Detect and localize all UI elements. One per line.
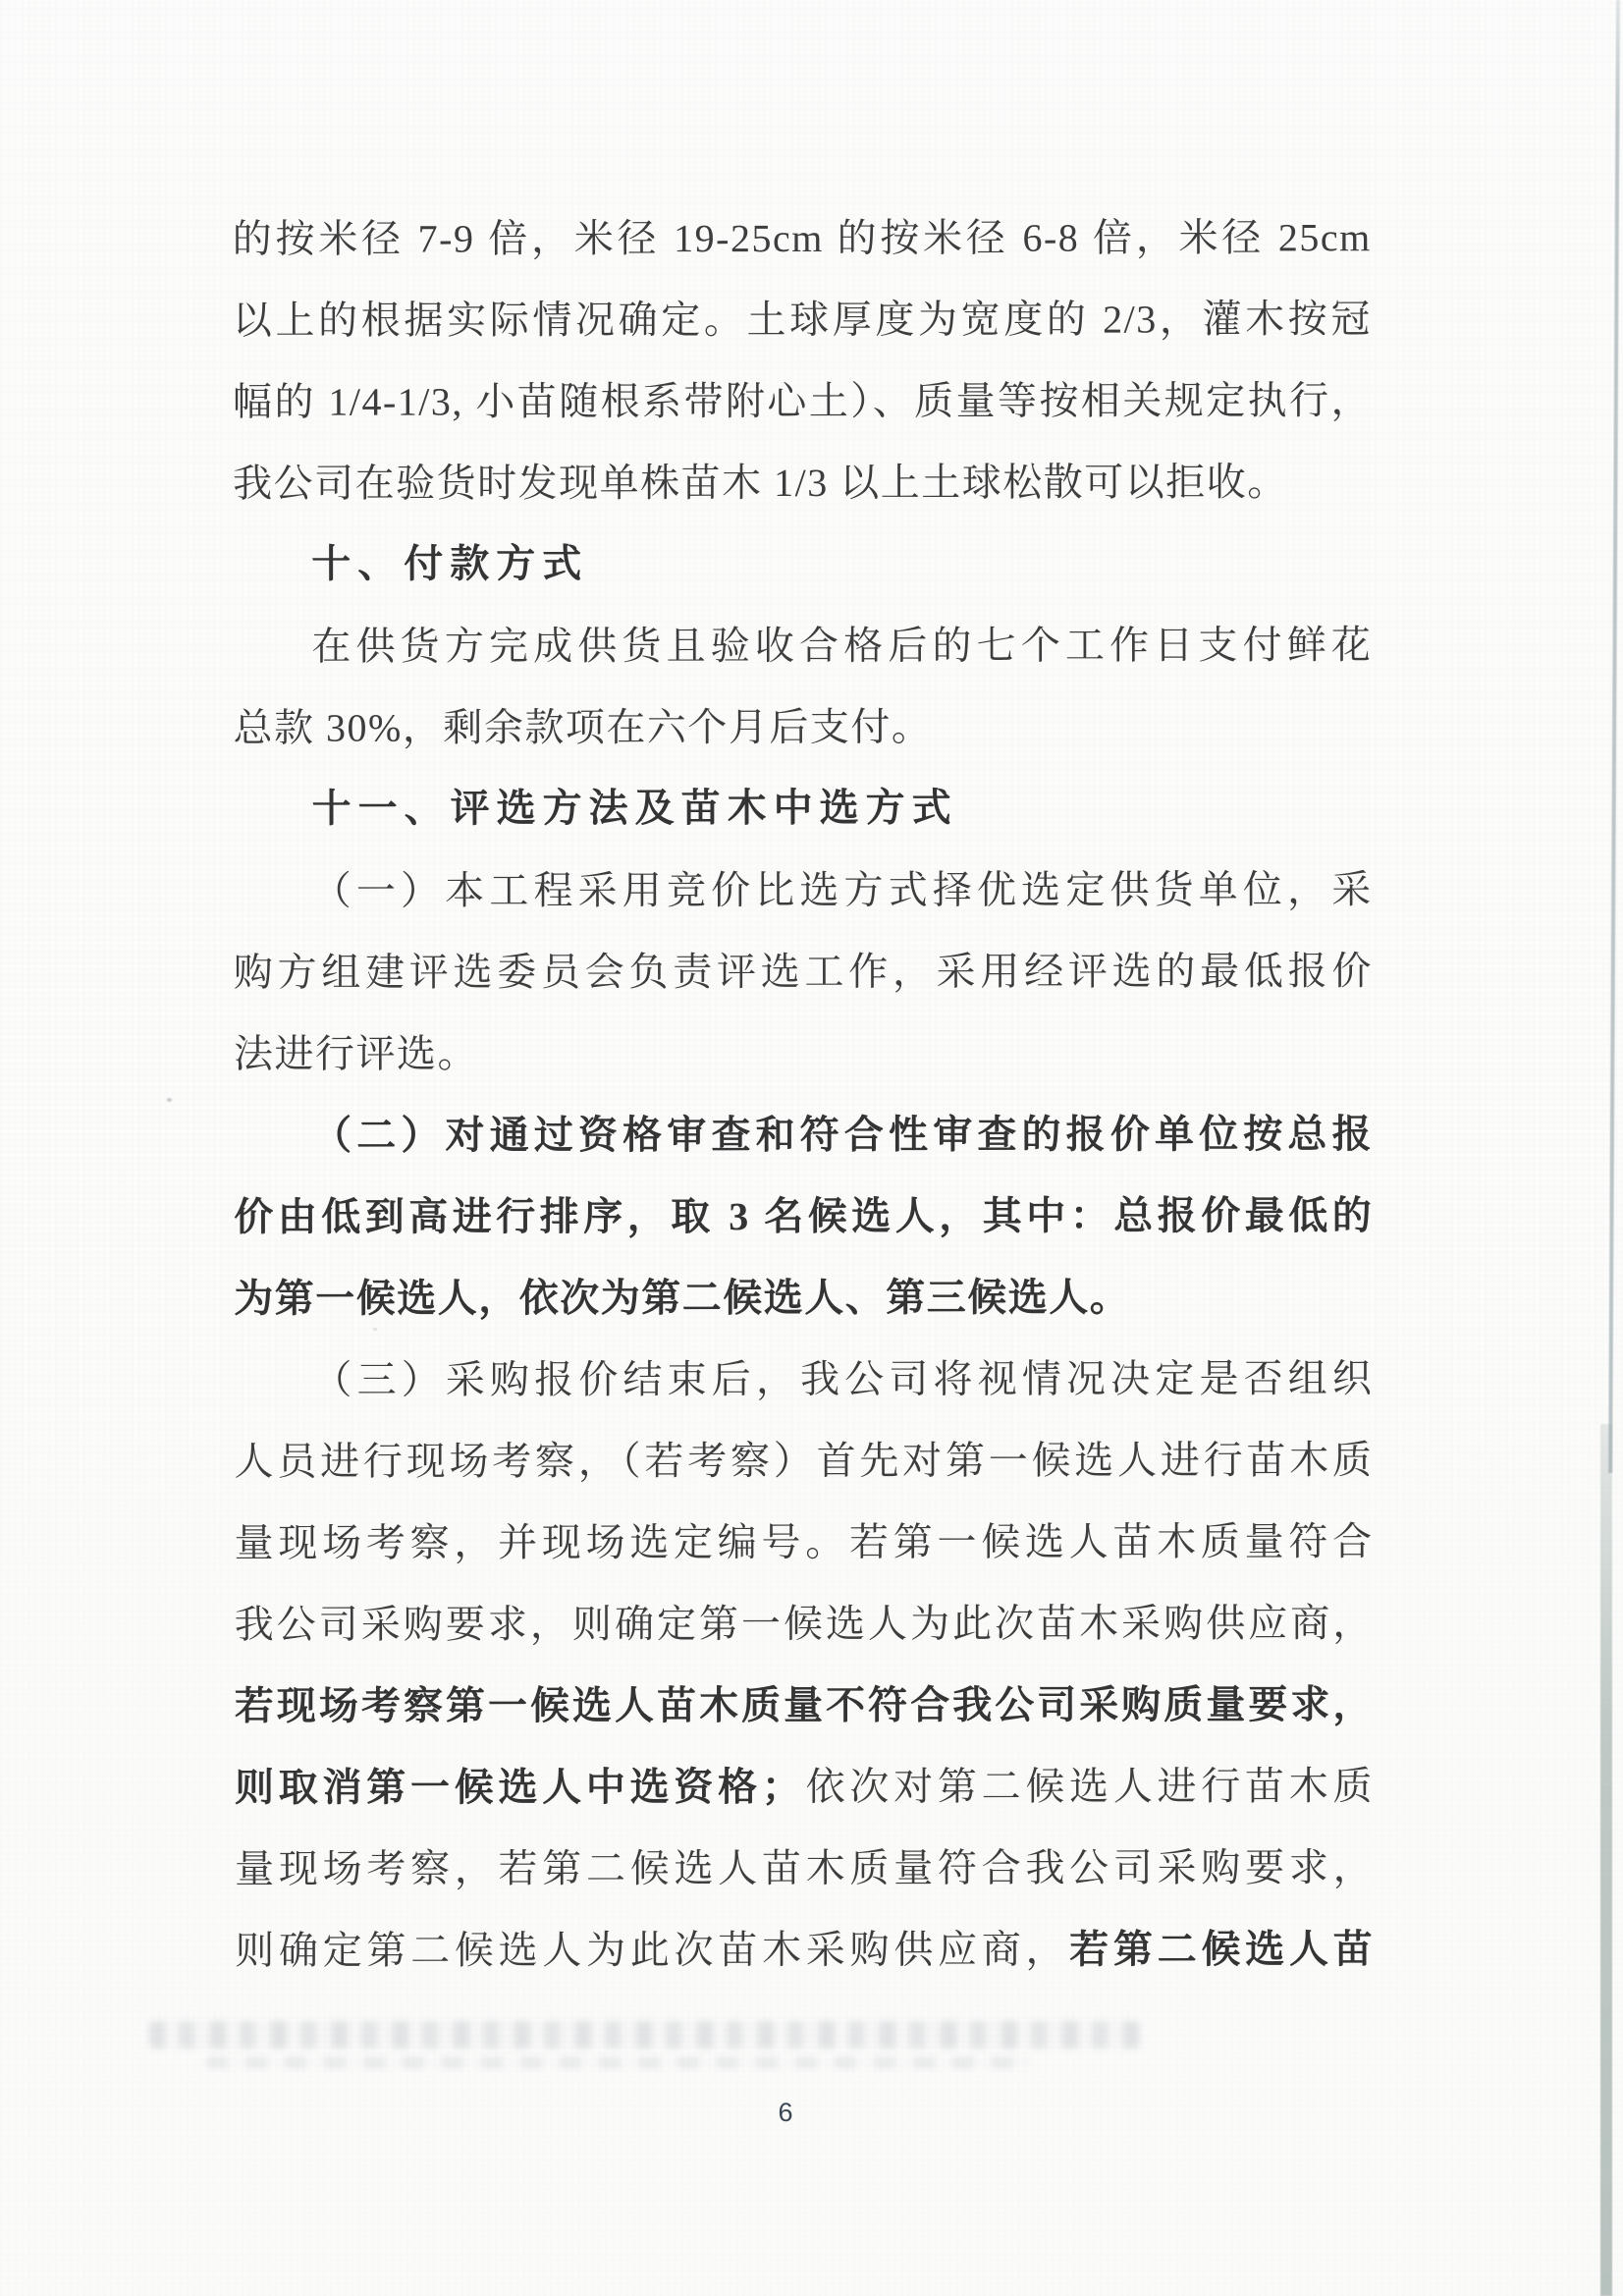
text-line xyxy=(234,1256,1373,1339)
scan-edge-line xyxy=(1608,0,1620,1473)
text-line xyxy=(233,685,1372,769)
text-segment: 购方组建评选委员会负责评选工作，采用经评选的最低报价 xyxy=(233,949,1373,995)
text-segment: （一）本工程采用竞价比选方式择优选定供货单位，采 xyxy=(311,867,1373,913)
text-block xyxy=(233,196,1375,1992)
bleed-through-artifact xyxy=(206,2056,1031,2069)
text-segment: （三）采购报价结束后，我公司将视情况决定是否组织 xyxy=(312,1356,1374,1402)
text-segment: 十一、评选方法及苗木中选方式 xyxy=(311,786,958,831)
text-segment: 总款 30%，剩余款项在六个月后支付。 xyxy=(233,704,933,750)
text-segment: 若现场考察第一候选人苗木质量不符合我公司采购质量要求， xyxy=(234,1682,1374,1728)
text-line xyxy=(234,848,1373,932)
page-number: 6 xyxy=(778,2098,793,2127)
text-segment: 量现场考察，并现场选定编号。若第一候选人苗木质量符合 xyxy=(234,1519,1374,1565)
text-line xyxy=(235,1501,1374,1584)
text-line xyxy=(233,359,1372,443)
text-line xyxy=(235,1745,1374,1829)
text-segment: 量现场考察，若第二候选人苗木质量符合我公司采购要求， xyxy=(235,1845,1375,1891)
text-segment: 为第一候选人，依次为第二候选人、第三候选人。 xyxy=(234,1275,1131,1321)
text-line xyxy=(234,1175,1373,1258)
text-line xyxy=(235,1908,1374,1992)
section-heading xyxy=(233,522,1372,606)
text-line xyxy=(235,1664,1374,1747)
paper-speck xyxy=(167,1098,172,1102)
section-heading xyxy=(234,767,1373,850)
text-segment: 价由低到高进行排序，取 3 名候选人，其中：总报价最低的 xyxy=(234,1193,1374,1239)
text-segment: 若第二候选人苗 xyxy=(1069,1927,1375,1972)
text-segment: 则确定第二候选人为此次苗木采购供应商， xyxy=(235,1927,1070,1973)
text-line xyxy=(233,604,1372,687)
text-segment: 依次对第二候选人进行苗木质 xyxy=(802,1764,1375,1810)
bleed-through-artifact xyxy=(149,2021,1141,2049)
scan-edge-line xyxy=(1600,1424,1612,2296)
text-segment: 人员进行现场考察，（若考察）首先对第一候选人进行苗木质 xyxy=(234,1438,1374,1484)
text-segment: 的按米径 7-9 倍，米径 19-25cm 的按米径 6-8 倍，米径 25cm xyxy=(232,215,1372,261)
text-segment: 在供货方完成供货且验收合格后的七个工作日支付鲜花 xyxy=(311,623,1373,669)
text-line xyxy=(233,196,1372,280)
text-line xyxy=(235,1582,1374,1666)
text-segment: （二）对通过资格审查和符合性审查的报价单位按总报 xyxy=(312,1112,1374,1158)
text-line xyxy=(233,441,1372,524)
text-line xyxy=(234,1419,1373,1503)
text-segment: 十、付款方式 xyxy=(311,542,589,586)
text-line xyxy=(234,1338,1373,1421)
text-segment: 幅的 1/4-1/3, 小苗随根系带附心土）、质量等按相关规定执行， xyxy=(232,378,1373,424)
text-segment: 以上的根据实际情况确定。土球厚度为宽度的 2/3，灌木按冠 xyxy=(232,297,1372,343)
text-line xyxy=(234,1093,1373,1176)
text-segment: 我公司在验货时发现单株苗木 1/3 以上土球松散可以拒收。 xyxy=(233,460,1288,506)
text-line xyxy=(235,1827,1374,1910)
text-segment: 我公司采购要求，则确定第一候选人为此次苗木采购供应商， xyxy=(234,1601,1374,1647)
text-segment: 则取消第一候选人中选资格； xyxy=(234,1765,803,1810)
text-line xyxy=(233,278,1372,361)
paper-speck xyxy=(373,1328,377,1331)
text-line xyxy=(234,1011,1373,1095)
text-line xyxy=(234,930,1373,1013)
text-segment: 法进行评选。 xyxy=(233,1031,478,1076)
